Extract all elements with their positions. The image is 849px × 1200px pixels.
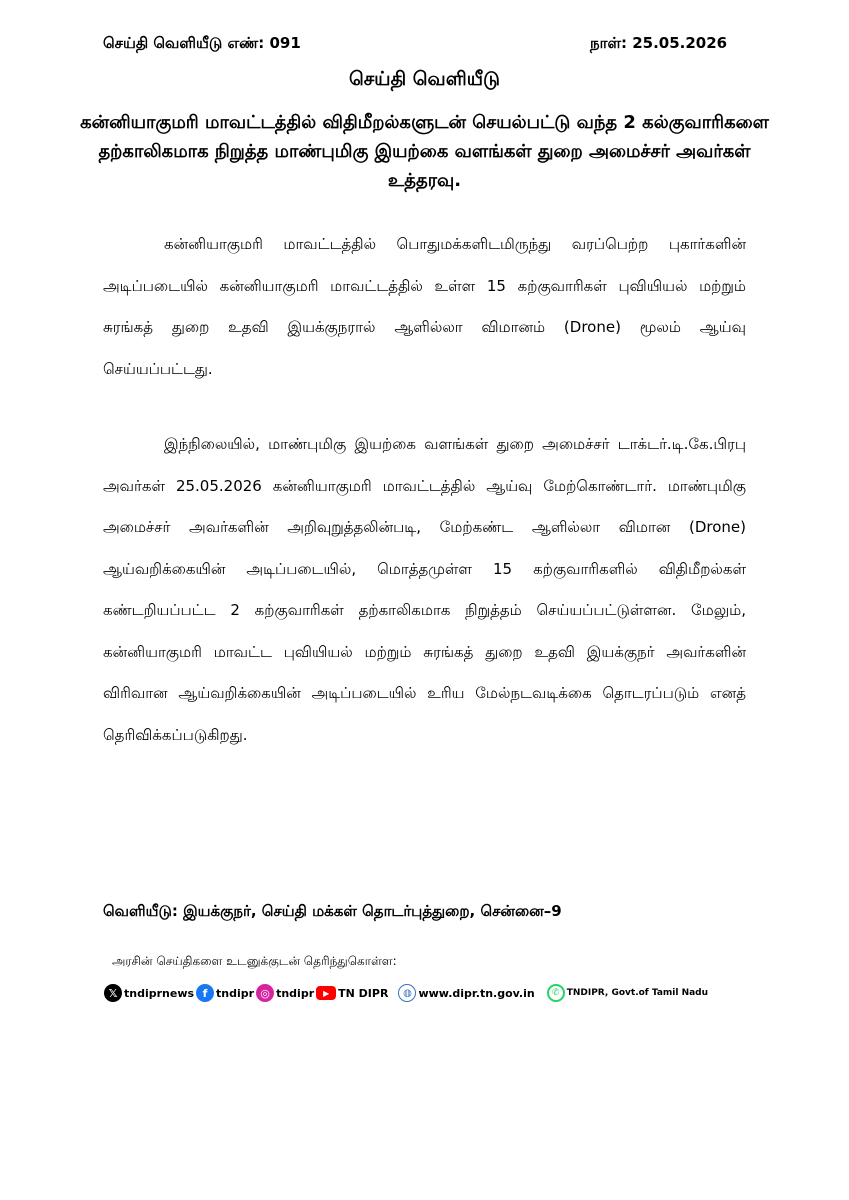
social-instagram-label: tndipr [276,986,315,1000]
social-x[interactable] [104,984,194,1002]
release-number: செய்தி வெளியீடு எண்: 091 [103,34,301,52]
social-x-label: tndiprnews [124,986,195,1000]
follow-text: அரசின் செய்திகளை உடனுக்குடன் தெரிந்துகொள்ள: [112,954,397,968]
social-youtube-label: TN DIPR [338,986,389,1000]
social-instagram[interactable] [256,984,314,1002]
paragraph-2: இந்நிலையில், மாண்புமிகு இயற்கை வளங்கள் துறை அமைச்சர் டாக்டர்.டி.கே.பிரபு அவர்கள் 25.05.2026 கன்னியாகுமரி மாவட்டத்தில் ஆய்வு மேற்கொண்டார். மாண்புமிகு அமைச்சர் அவர்களின் அறிவுறுத்தலின்படி, மேற்கண்ட ஆளில்லா விமான (Drone) ஆய்வறிக்கையின் அடிப்படையில், மொத்தமுள்ள 15 கற்குவாரிகளில் விதிமீறல்கள் கண்டறியப்பட்ட 2 கற்குவாரிகள் தற்காலிகமாக நிறுத்தம் செய்யப்பட்டுள்ளன. மேலும், கன்னியாகுமரி மாவட்ட புவியியல் மற்றும் சுரங்கத் துறை உதவி இயக்குநர் அவர்களின் விரிவான ஆய்வறிக்கையின் அடிப்படையில் உரிய மேல்நடவடிக்கை தொடரப்படும் எனத் தெரிவிக்கப்படுகிறது. [103,435,746,744]
social-facebook[interactable] [196,984,254,1002]
instagram-icon: ◎ [256,984,274,1002]
social-links [104,982,710,1004]
document-title: செய்தி வெளியீடு [348,68,500,90]
social-website-label: www.dipr.tn.gov.in [418,986,535,1000]
youtube-icon: ▶ [316,986,336,1000]
release-by: வெளியீடு: இயக்குநர், செய்தி மக்கள் தொடர்புத்துறை, சென்னை–9 [103,902,562,920]
globe-icon: ◍ [398,984,416,1002]
release-date: நாள்: 25.05.2026 [590,34,728,52]
paragraph-1: கன்னியாகுமரி மாவட்டத்தில் பொதுமக்களிடமிருந்து வரப்பெற்ற புகார்களின் அடிப்படையில் கன்னியாகுமரி மாவட்டத்தில் உள்ள 15 கற்குவாரிகள் புவியியல் மற்றும் சுரங்கத் துறை உதவி இயக்குநரால் ஆளில்லா விமானம் (Drone) மூலம் ஆய்வு செய்யப்பட்டது. [103,235,746,378]
social-website[interactable] [398,984,544,1002]
facebook-icon: f [196,984,214,1002]
social-whatsapp-label: TNDIPR, Govt.of Tamil Nadu [566,988,709,998]
x-icon: 𝕏 [104,984,122,1002]
social-whatsapp[interactable] [547,984,708,1002]
headline: கன்னியாகுமரி மாவட்டத்தில் விதிமீறல்களுடன் செயல்பட்டு வந்த 2 கல்குவாரிகளை தற்காலிகமாக நிறுத்த மாண்புமிகு இயற்கை வளங்கள் துறை அமைச்சர் அவர்கள் உத்தரவு. [80,112,769,191]
whatsapp-icon: ✆ [547,984,565,1002]
social-youtube[interactable] [316,986,396,1000]
social-facebook-label: tndipr [216,986,255,1000]
